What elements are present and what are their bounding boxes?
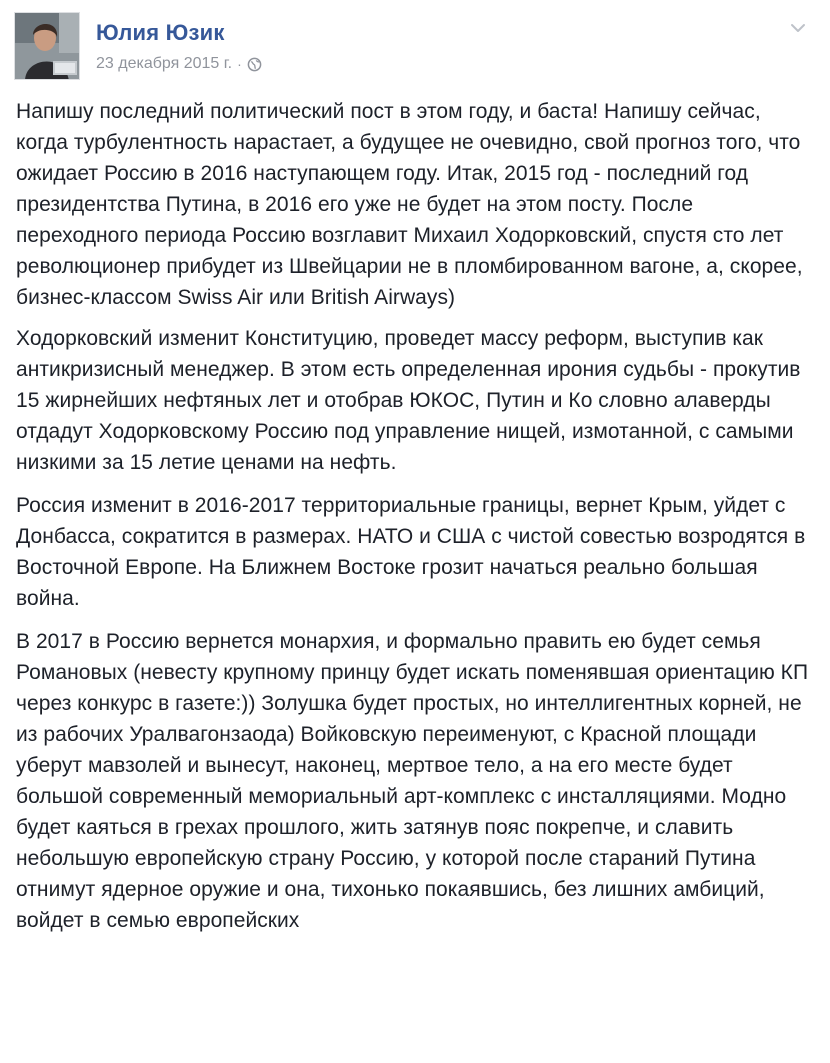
globe-icon[interactable]: [247, 57, 262, 72]
author-name[interactable]: Юлия Юзик: [96, 20, 225, 45]
post-meta: [96, 55, 262, 73]
post-body: [16, 96, 816, 948]
post-header: [14, 12, 816, 84]
post-date[interactable]: 23 декабря 2015 г.: [96, 55, 233, 72]
post-paragraph: В 2017 в Россию вернется монархия, и формально править ею будет семья Романовых (невесту крупному принцу будет искать поменявшая ориентацию КП через конкурс в газете:)) Золушка будет простых, но интеллигентных корней, не из рабочих Уралвагонзаода) Войковскую переименуют, с Красной площади уберут мавзолей и вынесут, наконец, мертвое тело, а на его месте будет большой современный мемориальный арт-комплекс с инсталляциями. Модно будет каяться в грехах прошлого, жить затянув пояс покрепче, и славить небольшую европейскую страну Россию, у которой после стараний Путина отнимут ядерное оружие и она, тихонько покаявшись, без лишних амбиций, войдет в семью европейских: [16, 630, 809, 932]
post-paragraph: Ходорковский изменит Конституцию, проведет массу реформ, выступив как антикризисный менеджер. В этом есть определенная ирония судьбы - прокутив 15 жирнейших нефтяных лет и отобрав ЮКОС, Путин и Ко словно алаверды отдадут Ходорковскому Россию под управление нищей, измотанной, с самыми низкими за 15 летие ценами на нефть.: [16, 327, 801, 474]
avatar-photo: [15, 13, 80, 80]
avatar[interactable]: [14, 12, 80, 80]
meta-separator: ·: [237, 56, 242, 72]
post-paragraph: Россия изменит в 2016-2017 территориальные границы, вернет Крым, уйдет с Донбасса, сократится в размерах. НАТО и США с чистой совестью возродятся в Восточной Европе. На Ближнем Востоке грозит начаться реально большая война.: [16, 494, 806, 610]
post-paragraph: Напишу последний политический пост в этом году, и баста! Напишу сейчас, когда турбулентность нарастает, а будущее не очевидно, свой прогноз того, что ожидает Россию в 2016 наступающем году. Итак, 2015 год - последний год президентства Путина, в 2016 его уже не будет на этом посту. После переходного периода Россию возглавит Михаил Ходорковский, спустя сто лет революционер прибудет из Швейцарии не в пломбированном вагоне, а, скорее, бизнес-классом Swiss Air или British Airways): [16, 100, 803, 309]
chevron-down-icon[interactable]: [788, 18, 808, 38]
